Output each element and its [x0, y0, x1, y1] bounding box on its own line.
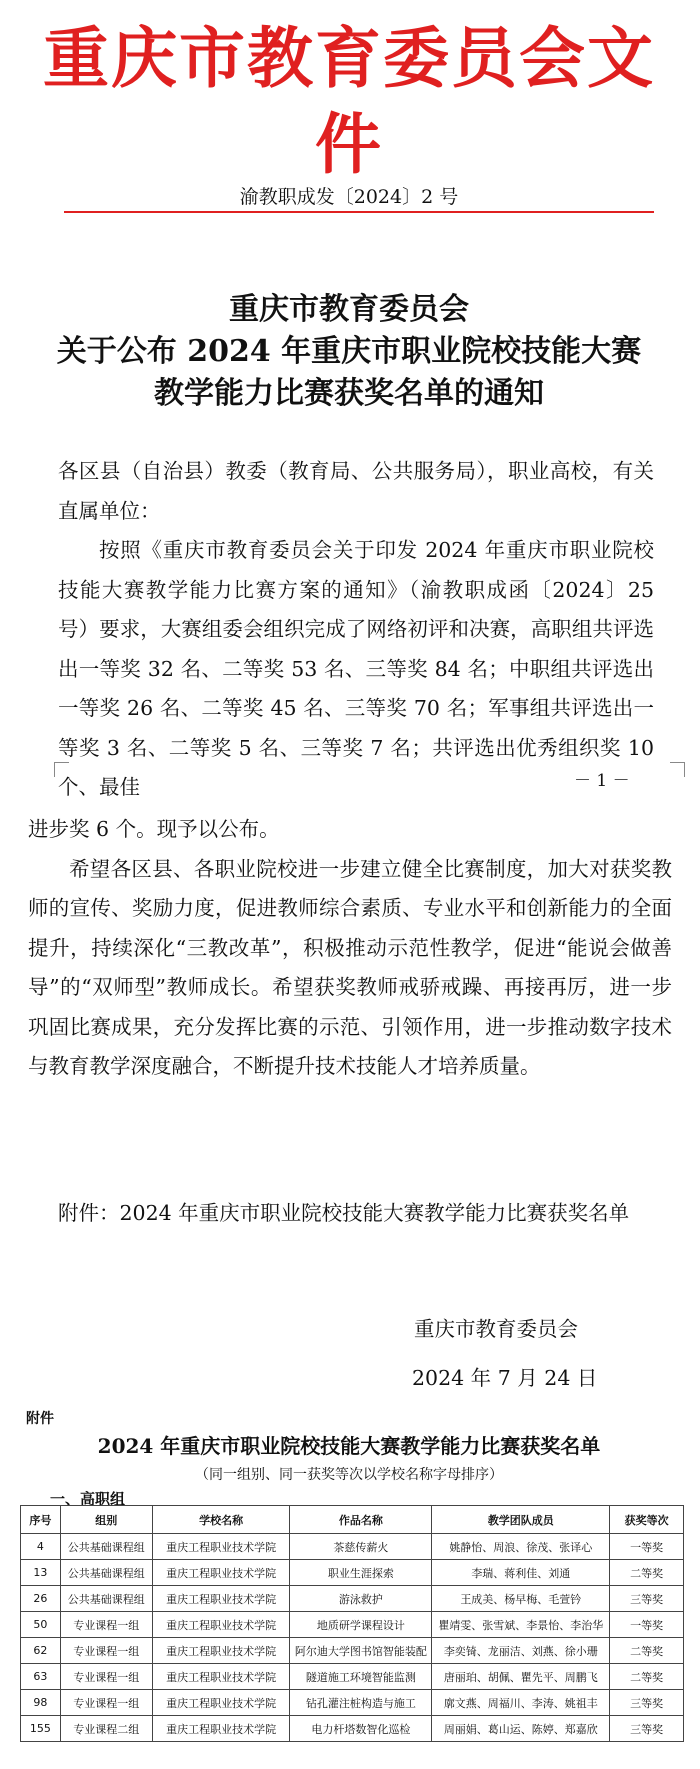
cell-school: 重庆工程职业技术学院 — [152, 1612, 290, 1638]
col-header-index: 序号 — [21, 1506, 61, 1534]
cell-award: 二等奖 — [610, 1560, 684, 1586]
attachment-label: 附件 — [26, 1411, 54, 1427]
cell-award: 二等奖 — [610, 1664, 684, 1690]
cell-group: 专业课程一组 — [60, 1638, 152, 1664]
cell-group: 专业课程二组 — [60, 1716, 152, 1742]
cell-school: 重庆工程职业技术学院 — [152, 1586, 290, 1612]
cell-award: 一等奖 — [610, 1612, 684, 1638]
table-row — [21, 1664, 684, 1690]
cell-team: 李奕锜、龙丽洁、刘燕、徐小珊 — [432, 1638, 610, 1664]
cell-work: 地质研学课程设计 — [290, 1612, 432, 1638]
table-row — [21, 1690, 684, 1716]
notice-title-line-1: 重庆市教育委员会 — [229, 292, 469, 327]
cell-group: 公共基础课程组 — [60, 1560, 152, 1586]
cell-award: 三等奖 — [610, 1716, 684, 1742]
col-header-work: 作品名称 — [290, 1506, 432, 1534]
salutation: 各区县（自治县）教委（教育局、公共服务局），职业高校，有关直属单位： — [58, 459, 654, 523]
cell-index: 13 — [21, 1560, 61, 1586]
cell-team: 周丽娟、葛山运、陈婷、郑嘉欣 — [432, 1716, 610, 1742]
cell-index: 26 — [21, 1586, 61, 1612]
cell-team: 姚静怡、周浪、徐茂、张译心 — [432, 1534, 610, 1560]
cell-team: 廓文燕、周福川、李涛、姚祖丰 — [432, 1690, 610, 1716]
cell-work: 电力杆塔数智化巡检 — [290, 1716, 432, 1742]
cell-school: 重庆工程职业技术学院 — [152, 1690, 290, 1716]
list-subtitle: （同一组别、同一获奖等次以学校名称字母排序） — [195, 1467, 503, 1483]
cell-school: 重庆工程职业技术学院 — [152, 1560, 290, 1586]
cell-index: 155 — [21, 1716, 61, 1742]
table-header-row — [21, 1506, 684, 1534]
cell-group: 公共基础课程组 — [60, 1534, 152, 1560]
notice-body — [58, 452, 654, 808]
cell-team: 唐丽珀、胡佩、瞿先平、周鹏飞 — [432, 1664, 610, 1690]
table-row — [21, 1534, 684, 1560]
notice-title-line-3: 教学能力比赛获奖名单的通知 — [154, 376, 544, 411]
col-header-group: 组别 — [60, 1506, 152, 1534]
attachment-line: 附件：2024 年重庆市职业院校技能大赛教学能力比赛获奖名单 — [58, 1201, 630, 1225]
red-divider-line — [64, 211, 654, 213]
body-paragraph-1-continued: 进步奖 6 个。现予以公布。 — [28, 817, 280, 841]
col-header-team: 教学团队成员 — [432, 1506, 610, 1534]
notice-title-line-2: 关于公布 2024 年重庆市职业院校技能大赛 — [56, 334, 642, 369]
cell-group: 公共基础课程组 — [60, 1586, 152, 1612]
body-paragraph-1: 按照《重庆市教育委员会关于印发 2024 年重庆市职业院校技能大赛教学能力比赛方案的通知》（渝教职成函〔2024〕25 号）要求，大赛组委会组织完成了网络初评和决赛，高职组共评选出一等奖 32 名、二等奖 53 名、三等奖 84 名；中职组共评选出一等奖 26 名、二等奖 45 名、三等奖 70 名；军事组共评选出一等奖 3 名、二等奖 5 名、三等奖 7 名；共评选出优秀组织奖 10 个、最佳 — [58, 538, 654, 799]
table-row — [21, 1638, 684, 1664]
cell-award: 三等奖 — [610, 1690, 684, 1716]
document-page-3 — [14, 1404, 684, 1766]
body-paragraph-2: 希望各区县、各职业院校进一步建立健全比赛制度，加大对获奖教师的宣传、奖励力度，促进教师综合素质、专业水平和创新能力的全面提升，持续深化“三教改革”，积极推动示范性教学，促进“能说会做善导”的“双师型”教师成长。希望获奖教师戒骄戒躁、再接再厉，进一步巩固比赛成果，充分发挥比赛的示范、引领作用，进一步推动数字技术与教育教学深度融合，不断提升技术技能人才培养质量。 — [28, 856, 672, 1078]
cell-index: 63 — [21, 1664, 61, 1690]
table-row — [21, 1586, 684, 1612]
document-page-1 — [14, 8, 684, 798]
cell-index: 4 — [21, 1534, 61, 1560]
signature: 重庆市教育委员会 — [414, 1317, 578, 1341]
col-header-award: 获奖等次 — [610, 1506, 684, 1534]
cell-team: 王成美、杨早梅、毛萱钤 — [432, 1586, 610, 1612]
page-number: － 1 － — [574, 771, 630, 791]
cell-school: 重庆工程职业技术学院 — [152, 1716, 290, 1742]
issue-date: 2024 年 7 月 24 日 — [412, 1366, 598, 1390]
cell-index: 62 — [21, 1638, 61, 1664]
cell-work: 游泳救护 — [290, 1586, 432, 1612]
cell-award: 二等奖 — [610, 1638, 684, 1664]
table-row — [21, 1716, 684, 1742]
cell-work: 钻孔灌注桩构造与施工 — [290, 1690, 432, 1716]
cell-school: 重庆工程职业技术学院 — [152, 1664, 290, 1690]
document-number: 渝教职成发〔2024〕2 号 — [239, 186, 459, 208]
cell-team: 瞿靖雯、张雪斌、李景怡、李治华 — [432, 1612, 610, 1638]
group-heading: 一、高职组 — [50, 1490, 126, 1508]
cell-award: 三等奖 — [610, 1586, 684, 1612]
page-corner-mark-right — [670, 762, 685, 777]
cell-team: 李瑞、蒋利佳、刘通 — [432, 1560, 610, 1586]
col-header-school: 学校名称 — [152, 1506, 290, 1534]
cell-work: 茶慈传薪火 — [290, 1534, 432, 1560]
cell-index: 50 — [21, 1612, 61, 1638]
notice-body-continued — [28, 810, 672, 1087]
cell-index: 98 — [21, 1690, 61, 1716]
cell-work: 阿尔迪大学图书馆智能装配 — [290, 1638, 432, 1664]
cell-group: 专业课程一组 — [60, 1612, 152, 1638]
cell-award: 一等奖 — [610, 1534, 684, 1560]
document-page-2 — [14, 804, 684, 1402]
cell-work: 职业生涯探索 — [290, 1560, 432, 1586]
table-row — [21, 1560, 684, 1586]
page-corner-mark-left — [54, 762, 69, 777]
masthead-title: 重庆市教育委员会文件 — [43, 20, 655, 183]
cell-school: 重庆工程职业技术学院 — [152, 1638, 290, 1664]
award-table — [20, 1505, 684, 1742]
cell-group: 专业课程一组 — [60, 1664, 152, 1690]
cell-school: 重庆工程职业技术学院 — [152, 1534, 290, 1560]
cell-work: 隧道施工环境智能监测 — [290, 1664, 432, 1690]
table-row — [21, 1612, 684, 1638]
cell-group: 专业课程一组 — [60, 1690, 152, 1716]
list-title: 2024 年重庆市职业院校技能大赛教学能力比赛获奖名单 — [97, 1434, 601, 1458]
